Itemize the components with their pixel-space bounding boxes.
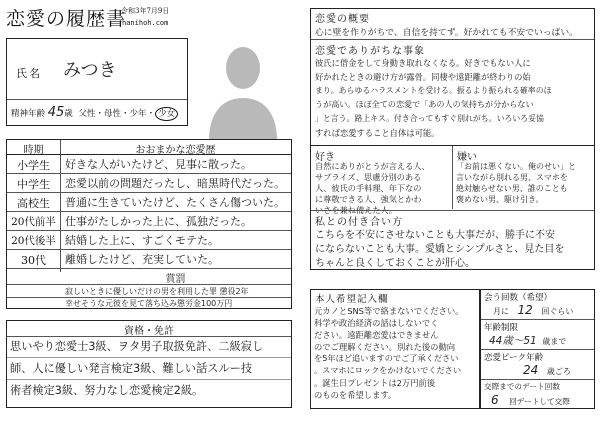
peak-heading: 恋愛ピーク年齢 [484, 353, 544, 363]
frequency-prefix: 月に [493, 307, 509, 316]
history-col-period: 時期 [23, 145, 44, 156]
history-row-text: 結婚した上に、すごくモテた。 [65, 234, 219, 247]
wishes-line: ださい。遠距離恋愛はできません [314, 330, 439, 340]
dates-row [491, 393, 570, 407]
document-date: 令和3年7月9日 [121, 7, 170, 15]
peak-suffix: 歳ごろ [546, 367, 571, 376]
history-row-period: 20代前半 [11, 216, 56, 228]
wishes-line: 科学や政治経済の話はしないでく [314, 318, 439, 328]
likes-heading: 好き [315, 152, 335, 163]
role-option: 母性 [104, 109, 122, 119]
typical-line: すれば恋愛すること自体は可能。 [315, 128, 440, 138]
role-option: 少年 [129, 109, 147, 119]
typical-line: 彼氏に借金をして身動き取れなくなる。好きでもない人に [315, 58, 531, 68]
photo-placeholder [195, 16, 291, 141]
page-title: 恋愛の履歴書 [6, 8, 127, 30]
history-row-period: 高校生 [17, 197, 50, 210]
relationship-line: こちらを不安にさせないことも大事だが、勝手に不安 [315, 230, 555, 241]
history-row-text: 普通に生きていたけど、たくさん傷ついた。 [65, 196, 285, 209]
typical-line: 好かれたときの避け方が露骨。同棲や遠距離が終わりの始 [315, 72, 531, 82]
likes-line: に尊敬できる人、強気とかわ [315, 194, 422, 204]
overview-text: 心に壁を作りがちで、自信を持てず。好かれても不安でいっぱい。 [315, 28, 578, 38]
relationship-line: にならないことも大事。愛嬌とシンプルさと、見た目を [315, 244, 565, 255]
frequency-heading: 会う回数（希望） [484, 293, 553, 303]
wishes-heading: 本人希望記入欄 [315, 294, 389, 305]
award-item: 幸せそうな元彼を見て落ち込み懲労金100万円 [65, 299, 233, 308]
frequency-suffix: 回ぐらい [541, 307, 574, 316]
typical-line: まり。あらゆるハラスメントを受ける。振るより振られる確率のほ [315, 86, 552, 95]
dislikes-heading: 嫌い [457, 152, 477, 163]
history-row-text: 好きな人がいたけど、見事に散った。 [65, 158, 252, 171]
wishes-line: を5年ほど追いますのでご了承ください [314, 353, 459, 363]
dislikes-line: 「お前は悪くない。俺のせい」と [456, 162, 576, 171]
stats-section [480, 289, 595, 409]
dates-heading: 交際までのデート回数 [484, 382, 560, 391]
dislikes-line: 言いながら別れる男、スマホを [456, 173, 568, 182]
overview-section [310, 8, 595, 156]
age-limit-value: 44歳〜51 [489, 335, 537, 347]
likes-line: 自然にありがとうが言える人、 [315, 161, 430, 171]
typical-heading: 恋愛でありがちな事象 [315, 46, 425, 57]
history-row-text: 仕事がたしかった上に、孤独だった。 [65, 215, 252, 228]
dates-suffix: 回デートして交際 [509, 397, 570, 406]
age-limit-suffix: 歳まで [542, 337, 567, 346]
wishes-line: 。誕生日プレゼントは2万円前後 [314, 378, 436, 388]
wishes-line: のでご理解ください。別れた後の動向 [314, 342, 456, 352]
dislikes-line: 絶対触らせない男、誰のことも [456, 184, 568, 193]
history-heading: おおまかな恋愛歴 [135, 145, 216, 156]
dates-value: 6 [491, 393, 499, 407]
wishes-line: 元カノとSNS等で絡まないでください。 [314, 306, 464, 316]
likes-line: サプライズ、思慮分別のある [315, 172, 422, 182]
mental-age-value: 45 [47, 105, 65, 120]
licenses-line: 思いやり恋愛士3級、ヲタ男子取扱免許、二級寂し [10, 340, 264, 353]
typical-line: うが高い。ほぼ全ての恋愛で「あの人の気持ちが分からない [315, 99, 534, 109]
history-row-period: 30代 [21, 254, 46, 267]
person-silhouette-icon [195, 16, 291, 141]
wishes-line: のものを希望します。 [314, 390, 397, 400]
history-row-period: 中学生 [17, 178, 50, 191]
frequency-value: 12 [517, 303, 533, 317]
wishes-line: 。スマホにロックをかけないでください [314, 365, 462, 375]
licenses-section [6, 320, 292, 408]
overview-heading: 恋愛の概要 [315, 14, 370, 25]
age-limit-row [489, 333, 566, 348]
site-url: hanihoh.com [122, 19, 169, 27]
preferences-section [310, 145, 595, 270]
role-option-selected: 少女 [155, 107, 178, 121]
mental-age-label: 精神年齢 [11, 109, 46, 119]
relationship-line: ちゃんと良くしておくことが肝心。 [315, 258, 475, 269]
licenses-heading: 資格・免許 [124, 326, 174, 337]
history-row-text: 恋愛以前の問題だったし、暗黒時代だった。 [65, 177, 285, 190]
mental-age-unit: 歳 [64, 109, 73, 119]
name-value: みつき [63, 60, 117, 81]
licenses-line: 術者検定3級、努力なし恋愛検定2級。 [10, 384, 204, 397]
history-row-text: 離婚したけど、充実していた。 [65, 253, 219, 266]
dislikes-line: 褒めない男、駆け引き。 [456, 195, 544, 204]
relationship-heading: 私との付き合い方 [315, 217, 403, 228]
likes-line: 人、彼氏の手料理、年下なの [315, 183, 422, 193]
role-option: 父性 [78, 109, 96, 119]
licenses-line: 師、人に優しい発言検定3級、難しい話スルー技 [10, 362, 253, 375]
wishes-section [310, 289, 480, 409]
peak-row [523, 363, 571, 377]
mental-age-row: 精神年齢 45歳 父性・母性・少年・ 少女 [11, 105, 178, 120]
history-row-period: 小学生 [17, 159, 50, 172]
history-table [6, 139, 292, 309]
history-row-period: 20代後半 [11, 235, 56, 247]
awards-heading: 賞罰 [165, 274, 186, 285]
name-label: 氏名 [16, 67, 42, 80]
typical-line: 」と言う。路上キス。付き合ってもすぐ別れがち。いろいろ妥協 [315, 114, 544, 123]
peak-value: 24 [523, 363, 539, 377]
award-item: 寂しいときに優しいだけの男を利用した罪 懲役2年 [65, 287, 249, 296]
age-limit-heading: 年齢制限 [484, 323, 519, 333]
profile-section [6, 38, 188, 126]
likes-line: いさを兼ね備えた人。 [315, 205, 397, 215]
frequency-row [493, 303, 573, 317]
